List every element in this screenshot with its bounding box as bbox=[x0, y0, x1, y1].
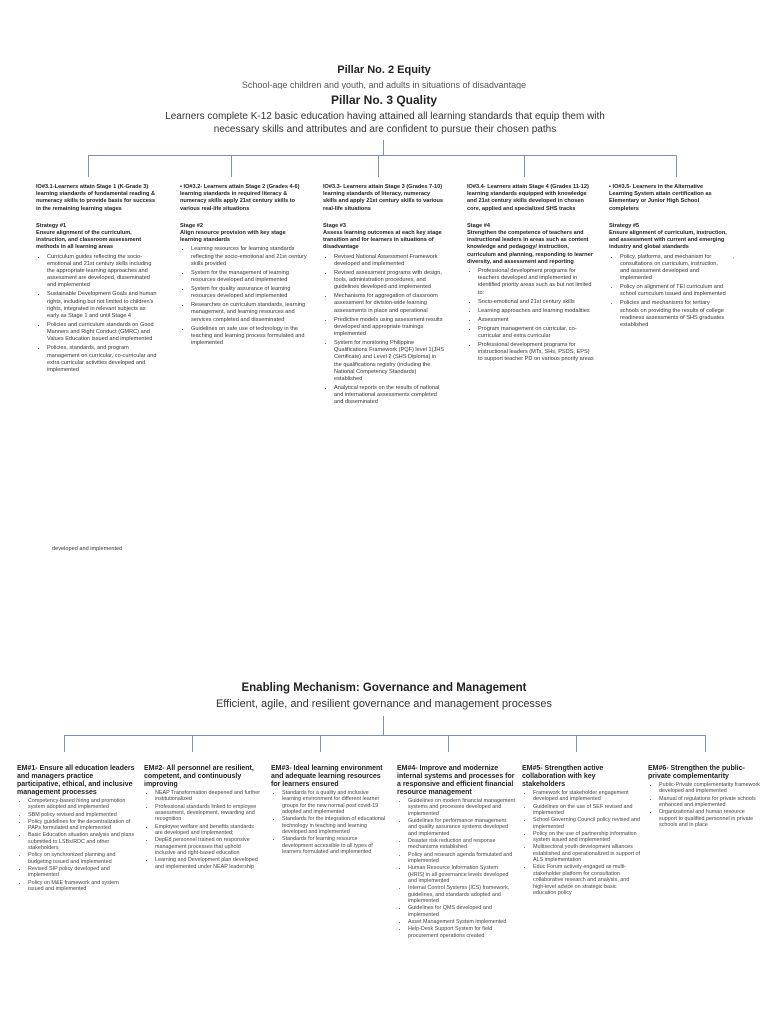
list-item: • Public-Private complementarity framework developed and implemented bbox=[659, 782, 760, 795]
list-item: • Revised National Assessment Framework developed and implemented bbox=[334, 254, 445, 268]
pillar2-title: Pillar No. 2 Equity bbox=[337, 64, 431, 76]
outcome-heading: • IO#3.2- Learners attain Stage 2 (Grades 4-6) learning standards in required literacy & numeracy skills apply 21st century skills to various real-life situations bbox=[180, 184, 300, 212]
pillar3-connector-drop-1 bbox=[88, 155, 89, 177]
pillar3-connector-drop-2 bbox=[231, 155, 232, 177]
em-column-5 bbox=[522, 765, 640, 897]
deliverables-list bbox=[36, 254, 158, 375]
list-item: • Policy on the use of partnership information system issued and implemented bbox=[533, 831, 640, 844]
strategy-text: Ensure alignment of curriculum, instruction, and assessment with current and emerging industry and global standards bbox=[609, 230, 727, 251]
strategy-text: Assess learning outcomes at each key stage transition and for learners in situations of disadvantage bbox=[323, 230, 442, 251]
pillar3-title: Pillar No. 3 Quality bbox=[0, 93, 768, 107]
pillar3-connector-drop-5 bbox=[676, 155, 677, 177]
em-connector-drop-4 bbox=[448, 735, 449, 752]
pillar3-description: Learners complete K-12 basic education having attained all learning standards that equip them with necessary skills and attributes and are confident to pursue their chosen paths bbox=[165, 111, 605, 135]
list-item: • Employee welfare and benefits standards are developed and implemented; bbox=[155, 824, 262, 837]
outcome-heading: IO#3.3- Learners attain Stage 3 (Grades 7-10) learning standards of literacy, numeracy skills and apply 21st century skills to various real-life situations bbox=[323, 184, 444, 212]
pillar3-column-2 bbox=[180, 184, 308, 349]
outcome-heading: IO#3.1-Learners attain Stage 1 (K-Grade 3) learning standards of fundamental reading & numeracy skills to provide basis for success in the remaining learning stages bbox=[36, 184, 156, 212]
em-heading: EM#3- Ideal learning environment and adequate learning resources for learners ensured bbox=[271, 765, 383, 788]
deliverables-list bbox=[323, 254, 445, 407]
list-item: • Guidelines for QMS developed and implemented bbox=[408, 905, 515, 918]
list-item: • Guidelines on safe use of technology in the teaching and learning process formulated and implemented bbox=[191, 326, 308, 348]
deliverables-list bbox=[648, 782, 760, 828]
em-column-6 bbox=[648, 765, 760, 829]
strategy-label: Stage #4 bbox=[467, 222, 491, 229]
deliverables-list bbox=[180, 246, 308, 347]
em-heading: EM#4- Improve and modernize internal systems and processes for a responsive and efficient financial resource management bbox=[397, 765, 515, 796]
strategy-text: Ensure alignment of the curriculum, instruction, and classroom assessment methods in all learning areas bbox=[36, 230, 142, 251]
list-item: • Organizational and human resource support to qualified personnel in private schools and in place bbox=[659, 809, 760, 828]
deliverables-list bbox=[467, 268, 595, 363]
deliverables-list bbox=[522, 790, 640, 896]
orphan-text: developed and implemented bbox=[52, 546, 123, 552]
deliverables-list bbox=[609, 254, 727, 330]
pillar3-connector-drop-3 bbox=[378, 155, 379, 177]
outcome-heading: IO#3.4- Learners attain Stage 4 (Grades 11-12) learning standards equipped with knowledge and 21st century skills developed in chosen core, applied and specialized SHS tracks bbox=[467, 184, 589, 212]
enabling-mechanism-description: Efficient, agile, and resilient governance and management processes bbox=[215, 698, 553, 710]
list-item: • Guidelines for performance management and quality assurance systems developed and implemented bbox=[408, 818, 515, 837]
list-item: • Sustainable Development Goals and human rights, including but not limited to children's rights, integrated in relevant subjects as early as Stage 1 and until Stage 4 bbox=[47, 291, 158, 320]
deliverables-list bbox=[271, 790, 389, 856]
list-item: • Internal Control Systems (ICS) framework, guidelines, and standards adopted and implemented bbox=[408, 885, 515, 904]
list-item: • Policies, standards, and program management on curricular, co-curricular and extra curricular activities developed and implemented bbox=[47, 345, 158, 374]
pillar2-subtitle: School-age children and youth, and adults in situations of disadvantage bbox=[241, 80, 527, 89]
list-item: • Manual of regulations for private schools enhanced and implemented bbox=[659, 796, 760, 809]
list-item: • Guidelines on modern financial management systems and processes developed and implemented bbox=[408, 798, 515, 817]
list-item: • Learning resources for learning standards reflecting the socio-emotional and 21st century skills provided bbox=[191, 246, 308, 268]
em-connector-drop-6 bbox=[705, 735, 706, 752]
strategy-label: Strategy #5 bbox=[609, 222, 640, 229]
list-item: • Curriculum guides reflecting the socio-emotional and 21st century skills including the appropriate learning approaches and assessment are developed, disseminated and implemented bbox=[47, 254, 158, 290]
deliverables-list bbox=[144, 790, 262, 870]
list-item: • Policies and curriculum standards on Good Manners and Right Conduct (GMRC) and Values Education issued and implemented bbox=[47, 322, 158, 344]
list-item: • Socio-emotional and 21st century skills bbox=[478, 299, 595, 306]
list-item: • Revised SIP policy developed and implemented bbox=[28, 866, 135, 879]
list-item: • Assessment bbox=[478, 317, 595, 324]
strategy-label: Stage #2 bbox=[180, 222, 204, 229]
enabling-mechanism-title: Enabling Mechanism: Governance and Management bbox=[241, 682, 527, 694]
list-item: • SBM policy revised and implemented bbox=[28, 812, 135, 818]
em-connector-drop-5 bbox=[576, 735, 577, 752]
em-column-1 bbox=[17, 765, 135, 893]
deliverables-list bbox=[17, 798, 135, 892]
stray-mark: ' bbox=[733, 257, 735, 264]
em-connector-horizontal bbox=[64, 735, 705, 736]
list-item: • Learning and Development plan developed and implemented under NEAP leadership bbox=[155, 857, 262, 870]
list-item: • Policy on synchronized planning and budgeting issued and implemented bbox=[28, 852, 135, 865]
list-item: • Policy guidelines for the decentralization of PAPs formulated and implemented bbox=[28, 819, 135, 832]
pillar3-connector-horizontal bbox=[88, 155, 676, 156]
list-item: • Policy and research agenda formulated and implemented bbox=[408, 852, 515, 865]
list-item: • System for the management of learning resources developed and implemented bbox=[191, 270, 308, 284]
outcome-heading: • IO#3.5- Learners in the Alternative Learning System attain certification as Elementary or Junior High School completers bbox=[609, 184, 712, 212]
em-heading: EM#1- Ensure all education leaders and managers practice participative, ethical, and inclusive management processes bbox=[17, 765, 135, 796]
pillar3-column-5 bbox=[609, 184, 727, 331]
em-connector-drop-2 bbox=[192, 735, 193, 752]
em-connector-stem bbox=[383, 716, 384, 735]
list-item: • Human Resource Information System (HRIS) in all governance levels developed and implemented bbox=[408, 865, 515, 884]
em-heading: EM#6- Strengthen the public-private complementarity bbox=[648, 765, 745, 780]
list-item: • Educ Forum actively engaged as multi-stakeholder platform for consultation collaborative research and analysis, and high-level advice on strategic basic education policy bbox=[533, 864, 640, 896]
em-connector-drop-1 bbox=[64, 735, 65, 752]
deliverables-list bbox=[397, 798, 515, 939]
list-item: • System for monitoring Philippine Qualifications Framework (PQF) level 1(JHS Certificate) and Level 2 (SHS Diploma) in the qualifications registry (including the National Competency Standards) established bbox=[334, 340, 445, 383]
list-item: • Competency-based hiring and promotion system adopted and implemented bbox=[28, 798, 135, 811]
list-item: • Disaster risk reduction and response mechanisms established bbox=[408, 838, 515, 851]
pillar3-connector-drop-4 bbox=[524, 155, 525, 177]
list-item: • Standards for the integration of educational technology in teaching and learning developed and implemented bbox=[282, 816, 389, 835]
list-item: • Standards for learning resource development accessible to all types of learners formulated and implemented bbox=[282, 836, 389, 855]
list-item: • Policy on M&E framework and system issued and implemented bbox=[28, 880, 135, 893]
em-column-3 bbox=[271, 765, 389, 856]
strategy-text: Align resource provision with key stage learning standards bbox=[180, 230, 286, 244]
list-item: • Guidelines on the use of SEF revised and implemented bbox=[533, 804, 640, 817]
list-item: • Help-Desk Support System for field procurement operations created bbox=[408, 926, 515, 939]
list-item: • Asset Management System implemented bbox=[408, 919, 515, 925]
list-item: • Program management on curricular, co-curricular and extra curricular bbox=[478, 326, 595, 340]
list-item: • Predictive models using assessment results developed and appropriate trainings implemented bbox=[334, 317, 445, 339]
list-item: • Mechanisms for aggregation of classroom assessment for division-wide learning assessments in place and operational bbox=[334, 293, 445, 315]
list-item: • School Governing Council policy revised and implemented bbox=[533, 817, 640, 830]
list-item: • Policies and mechanisms for tertiary schools on providing the results of college readiness assessments of SHS graduates established bbox=[620, 300, 727, 329]
list-item: • Standards for a quality and inclusive learning environment for different learner groups for the new normal post covid-19 adopted and implemented bbox=[282, 790, 389, 816]
list-item: • Professional standards linked to employee assessment, development, rewarding and recognition bbox=[155, 804, 262, 823]
pillar3-column-1 bbox=[36, 184, 158, 376]
list-item: • Professional development programs for teachers developed and implemented in identified priority areas such as but not limited to: bbox=[478, 268, 595, 297]
strategy-label: Stage #3 bbox=[323, 222, 347, 229]
em-column-2 bbox=[144, 765, 262, 871]
list-item: • Basic Education situation analysis and plans submitted to LSBs/RDC and other stakeholders bbox=[28, 832, 135, 851]
pillar3-column-4 bbox=[467, 184, 595, 365]
em-connector-drop-3 bbox=[320, 735, 321, 752]
list-item: • DepEd personnel trained on responsive management processes that uphold inclusive and right-based education bbox=[155, 837, 262, 856]
list-item: • Professional development programs for instructional leaders (MTs, SHs, PSDS, EPS) to support teacher PD on various priority areas bbox=[478, 342, 595, 364]
em-heading: EM#5- Strengthen active collaboration with key stakeholders bbox=[522, 765, 604, 788]
list-item: • Analytical reports on the results of national and international assessments completed and disseminated bbox=[334, 385, 445, 407]
list-item: • Revised assessment programs with design, tools, administration procedures, and guidelines developed and implemented bbox=[334, 270, 445, 292]
em-heading: EM#2- All personnel are resilient, competent, and continuously improving bbox=[144, 765, 254, 788]
list-item: • Multisectoral youth development alliances established and operationalized in support of ALS implementation bbox=[533, 844, 640, 863]
em-column-4 bbox=[397, 765, 515, 940]
list-item: • System for quality assurance of learning resources developed and implemented bbox=[191, 286, 308, 300]
pillar3-column-3 bbox=[323, 184, 445, 408]
list-item: • Researches on curriculum standards, learning management, and learning resources and services completed and disseminated bbox=[191, 302, 308, 324]
list-item: • Policy, platforms, and mechanism for consultations on curriculum, instruction, and assessment developed and implemented bbox=[620, 254, 727, 283]
pillar3-connector-stem bbox=[383, 140, 384, 155]
strategy-label: Strategy #1 bbox=[36, 222, 67, 229]
list-item: • NEAP Transformation deepened and further institutionalized bbox=[155, 790, 262, 803]
list-item: • Framework for stakeholder engagement developed and implemented bbox=[533, 790, 640, 803]
strategy-text: Strengthen the competence of teachers and instructional leaders in areas such as content knowledge and pedagogy/ instruction, curriculum and planning, responding to learner diversity, and assessment and reporting bbox=[467, 230, 593, 265]
list-item: • Policy on alignment of TEI curriculum and school curriculum issued and implemented bbox=[620, 284, 727, 298]
list-item: • Learning approaches and learning modalities bbox=[478, 308, 595, 315]
